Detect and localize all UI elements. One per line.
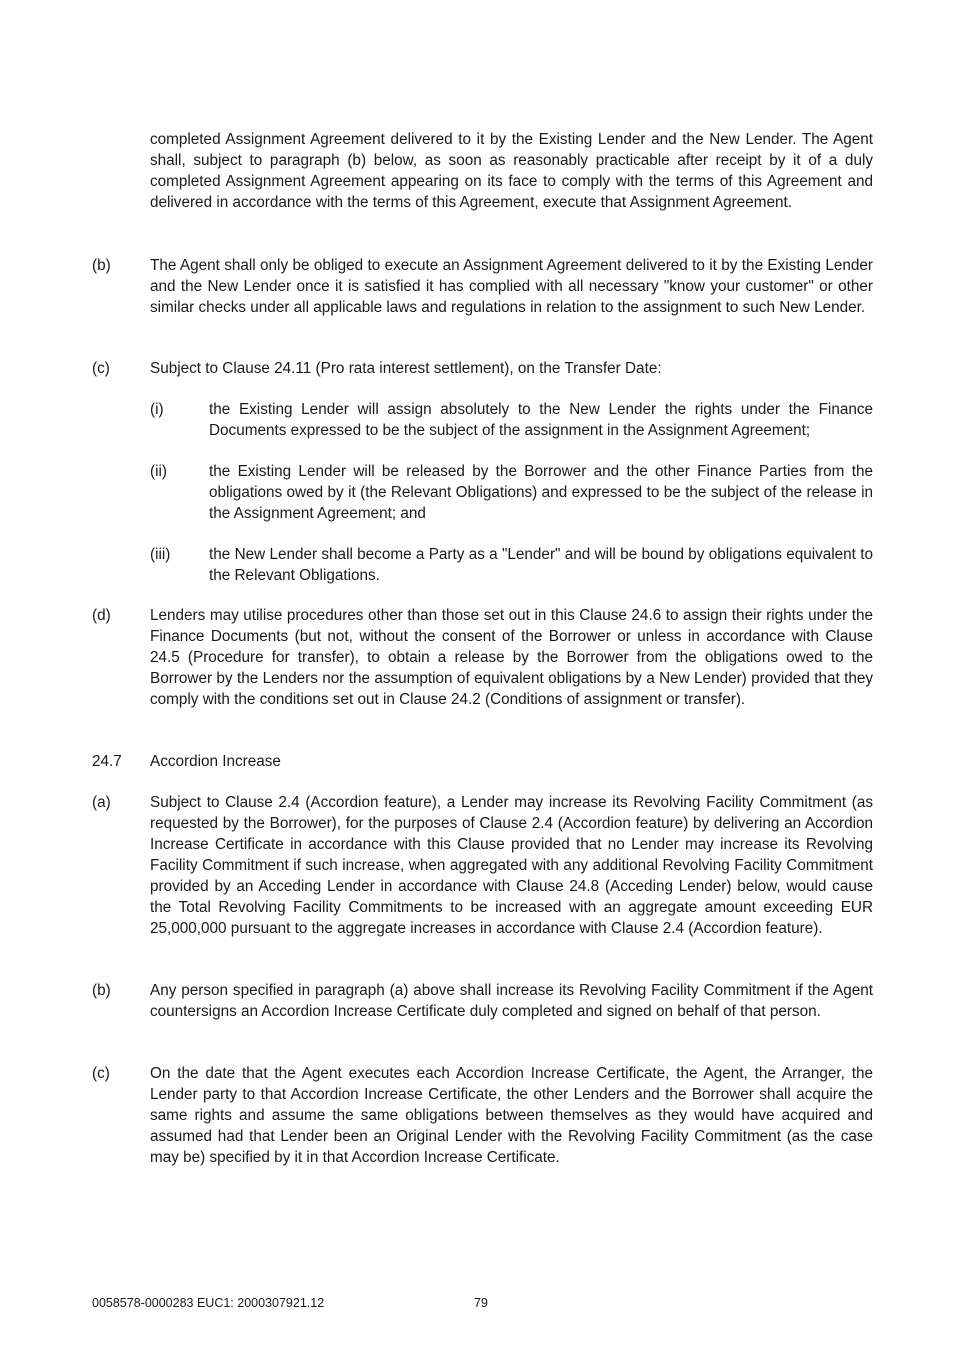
paragraph-d-text: Lenders may utilise procedures other than those set out in this Clause 24.6 to assign their rights under the Finance Documents (but not, without the consent of the Borrower or unless in accordance with Clause 24.5 (Procedure for transfer), to obtain a release by the Borrower from the obligations owed to the Borrower by the Lenders nor the assumption of equivalent obligations by a New Lender) provided that they comply with the conditions set out in Clause 24.2 (Conditions of assignment or transfer). — [150, 607, 873, 708]
paragraph-c-text: Subject to Clause 24.11 (Pro rata interest settlement), on the Transfer Date: — [150, 360, 662, 377]
footer-document-reference: 0058578-0000283 EUC1: 2000307921.12 — [92, 1296, 325, 1310]
paragraph-b-label: (b) — [92, 257, 111, 274]
accordion-paragraph-c-label: (c) — [92, 1065, 110, 1082]
accordion-paragraph-a-text: Subject to Clause 2.4 (Accordion feature), a Lender may increase its Revolving Facility Commitment (as requested by the Borrower), for the purposes of Clause 2.4 (Accordion feature) by delivering an Accordion Increase Certificate in accordance with this Clause provided that no Lender may increase its Revolving Facility Commitment if such increase, when aggregated with any additional Revolving Facility Commitment provided by an Acceding Lender in accordance with Clause 24.8 (Acceding Lender) below, would cause the Total Revolving Facility Commitments to be increased with an aggregate amount exceeding EUR 25,000,000 pursuant to the aggregate increases in accordance with Clause 2.4 (Accordion feature). — [150, 794, 873, 937]
accordion-paragraph-a-label: (a) — [92, 794, 111, 811]
paragraph-b-text: The Agent shall only be obliged to execute an Assignment Agreement delivered to it by the Existing Lender and the New Lender once it is satisfied it has complied with all necessary "know your customer" or other similar checks under all applicable laws and regulations in relation to the assignment to such New Lender. — [150, 257, 873, 316]
subparagraph-iii-text: the New Lender shall become a Party as a "Lender" and will be bound by obligations equivalent to the Relevant Obligations. — [209, 546, 873, 584]
subparagraph-i-label: (i) — [150, 401, 164, 418]
accordion-paragraph-b-label: (b) — [92, 982, 111, 999]
accordion-paragraph-b-text: Any person specified in paragraph (a) above shall increase its Revolving Facility Commitment if the Agent countersigns an Accordion Increase Certificate duly completed and signed on behalf of that person. — [150, 982, 873, 1020]
paragraph-d-label: (d) — [92, 607, 111, 624]
subparagraph-i-text: the Existing Lender will assign absolutely to the New Lender the rights under the Finance Documents expressed to be the subject of the assignment in the Assignment Agreement; — [209, 401, 873, 439]
subparagraph-ii-text: the Existing Lender will be released by the Borrower and the other Finance Parties from the obligations owed by it (the Relevant Obligations) and expressed to be the subject of the release in the Assignment Agreement; and — [209, 463, 873, 522]
accordion-paragraph-c-text: On the date that the Agent executes each Accordion Increase Certificate, the Agent, the Arranger, the Lender party to that Accordion Increase Certificate, the other Lenders and the Borrower shall acquire the same rights and assume the same obligations between themselves as they would have acquired and assumed had that Lender been an Original Lender with the Revolving Facility Commitment (as the case may be) specified by it in that Accordion Increase Certificate. — [150, 1065, 873, 1166]
section-24-7-number: 24.7 — [92, 753, 122, 770]
subparagraph-ii-label: (ii) — [150, 463, 167, 480]
subparagraph-iii-label: (iii) — [150, 546, 171, 563]
paragraph-c-label: (c) — [92, 360, 110, 377]
intro-continuation-paragraph: completed Assignment Agreement delivered to it by the Existing Lender and the New Lender. The Agent shall, subject to paragraph (b) below, as soon as reasonably practicable after receipt by it of a duly completed Assignment Agreement appearing on its face to comply with the terms of this Agreement and delivered in accordance with the terms of this Agreement, execute that Assignment Agreement. — [150, 131, 873, 211]
section-24-7-title: Accordion Increase — [150, 753, 281, 770]
footer-page-number: 79 — [474, 1296, 488, 1310]
